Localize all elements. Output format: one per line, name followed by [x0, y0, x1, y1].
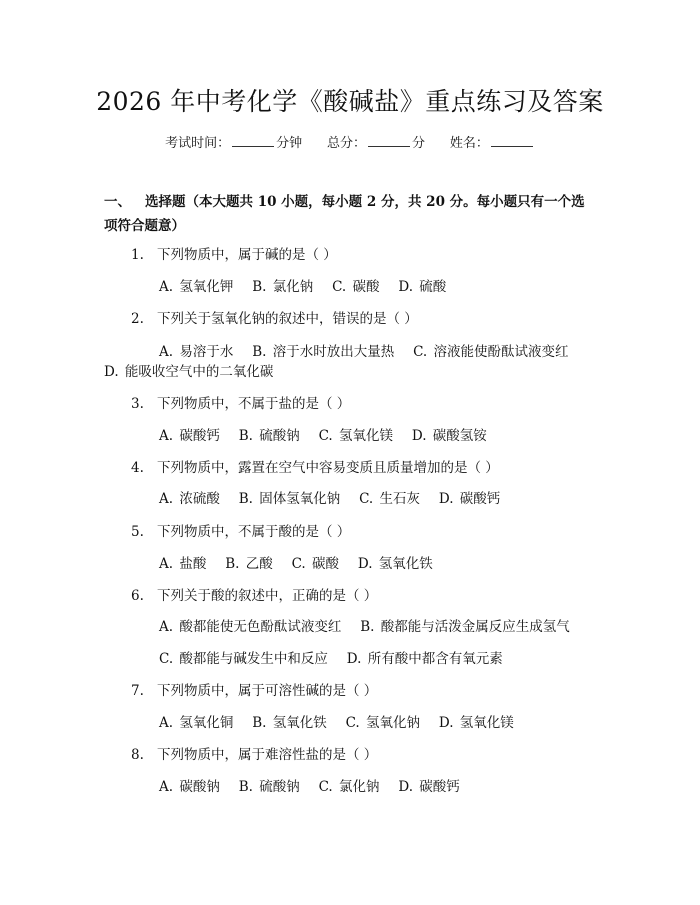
exam-meta	[0, 132, 700, 151]
section-heading	[104, 190, 596, 238]
question-options: A. 氢氧化铜 B. 氢氧化铁 C. 氢氧化钠 D. 氢氧化镁	[159, 715, 514, 731]
score-blank	[368, 135, 410, 147]
question-stem	[131, 243, 337, 263]
question-options: C. 酸都能与碱发生中和反应 D. 所有酸中都含有氧元素	[159, 651, 503, 667]
question-options: A. 碳酸钙 B. 硫酸钠 C. 氢氧化镁 D. 碳酸氢铵	[159, 428, 487, 444]
question-stem	[131, 392, 350, 412]
question-stem	[131, 520, 350, 540]
question-stem	[131, 743, 377, 763]
question-options: A. 碳酸钠 B. 硫酸钠 C. 氯化钠 D. 碳酸钙	[159, 779, 460, 795]
question-options: A. 酸都能使无色酚酞试液变红 B. 酸都能与活泼金属反应生成氢气	[159, 619, 570, 635]
name-label: 姓名：	[449, 136, 489, 151]
question-text: 下列物质中，属于难溶性盐的是（ ）	[157, 747, 378, 763]
question-text: 下列物质中，属于碱的是（ ）	[157, 247, 337, 263]
section-number: 一、	[104, 194, 131, 210]
question-number: 3.	[131, 396, 144, 412]
question-stem	[131, 584, 377, 604]
question-number: 2.	[131, 311, 144, 327]
question-text: 下列关于酸的叙述中，正确的是（ ）	[157, 588, 378, 604]
question-options-continued: D. 能吸收空气中的二氧化碳	[104, 364, 274, 380]
section-text: 选择题（本大题共 10 小题，每小题 2 分，共 20 分。每小题只有一个选项符合题意）	[104, 194, 585, 234]
question-options: A. 氢氧化钾 B. 氯化钠 C. 碳酸 D. 硫酸	[159, 279, 447, 295]
document-title: 2026 年中考化学《酸碱盐》重点练习及答案	[96, 87, 604, 116]
question-text: 下列物质中，属于可溶性碱的是（ ）	[157, 683, 378, 699]
question-text: 下列物质中，不属于酸的是（ ）	[157, 524, 351, 540]
question-stem	[131, 679, 377, 699]
question-options: A. 易溶于水 B. 溶于水时放出大量热 C. 溶液能使酚酞试液变红	[159, 344, 569, 360]
question-number: 4.	[131, 460, 144, 476]
question-text: 下列关于氢氧化钠的叙述中，错误的是（ ）	[157, 311, 418, 327]
name-blank	[491, 135, 533, 147]
question-number: 7.	[131, 683, 144, 699]
question-number: 6.	[131, 588, 144, 604]
time-blank	[232, 135, 274, 147]
question-options: A. 盐酸 B. 乙酸 C. 碳酸 D. 氢氧化铁	[159, 556, 433, 572]
question-options: A. 浓硫酸 B. 固体氢氧化钠 C. 生石灰 D. 碳酸钙	[159, 491, 501, 507]
question-number: 1.	[131, 247, 144, 263]
question-number: 8.	[131, 747, 144, 763]
question-text: 下列物质中，露置在空气中容易变质且质量增加的是（ ）	[157, 460, 499, 476]
question-number: 5.	[131, 524, 144, 540]
question-stem	[131, 456, 499, 476]
time-label: 考试时间：	[165, 136, 231, 151]
question-text: 下列物质中，不属于盐的是（ ）	[157, 396, 351, 412]
time-unit: 分钟	[276, 136, 303, 151]
score-label: 总分：	[326, 136, 366, 151]
question-stem	[131, 307, 418, 327]
score-unit: 分	[412, 136, 426, 151]
